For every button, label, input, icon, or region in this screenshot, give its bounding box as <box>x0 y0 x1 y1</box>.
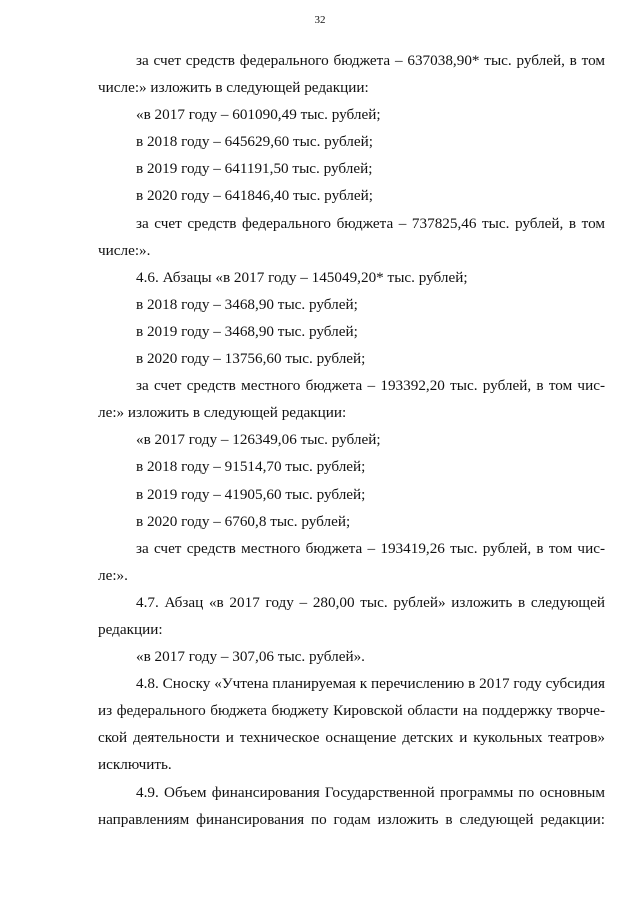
text-line: в 2020 году – 13756,60 тыс. рублей; <box>136 350 366 368</box>
section-heading-4-7: 4.7. Абзац «в 2017 году – 280,00 тыс. рублей» изложить в следующей <box>136 593 605 611</box>
text-line: в 2018 году – 3468,90 тыс. рублей; <box>136 295 358 313</box>
text-line: из федерального бюджета бюджету Кировской области на поддержку творче- <box>98 702 605 720</box>
text-line: за счет средств местного бюджета – 193392,20 тыс. рублей, в том чис- <box>136 377 605 395</box>
text-line: редакции: <box>98 620 163 638</box>
text-line: в 2020 году – 6760,8 тыс. рублей; <box>136 512 351 530</box>
text-line: ской деятельности и техническое оснащение детских и кукольных театров» <box>98 729 605 747</box>
text-line: в 2018 году – 645629,60 тыс. рублей; <box>136 133 373 151</box>
text-line: за счет средств местного бюджета – 193419,26 тыс. рублей, в том чис- <box>136 539 605 557</box>
text-line: «в 2017 году – 126349,06 тыс. рублей; <box>136 431 381 449</box>
text-line: за счет средств федерального бюджета – 637038,90* тыс. рублей, в том <box>136 52 605 69</box>
text-line: в 2018 году – 91514,70 тыс. рублей; <box>136 458 366 476</box>
text-line: ле:». <box>98 566 128 584</box>
text-line: направлениям финансирования по годам изложить в следующей редакции: <box>98 810 605 828</box>
text-line: «в 2017 году – 307,06 тыс. рублей». <box>136 648 365 666</box>
section-heading-4-9: 4.9. Объем финансирования Государственной программы по основным <box>136 783 605 801</box>
text-line: в 2020 году – 641846,40 тыс. рублей; <box>136 187 373 205</box>
text-line: числе:» изложить в следующей редакции: <box>98 79 369 97</box>
text-line: в 2019 году – 41905,60 тыс. рублей; <box>136 485 366 503</box>
section-heading-4-8: 4.8. Сноску «Учтена планируемая к перечислению в 2017 году субсидия <box>136 675 605 693</box>
section-heading-4-6: 4.6. Абзацы «в 2017 году – 145049,20* тыс. рублей; <box>136 268 468 286</box>
text-line: за счет средств федерального бюджета – 737825,46 тыс. рублей, в том <box>136 214 605 232</box>
text-line: в 2019 году – 3468,90 тыс. рублей; <box>136 322 358 340</box>
text-line: исключить. <box>98 756 172 774</box>
text-line: «в 2017 году – 601090,49 тыс. рублей; <box>136 106 381 124</box>
text-line: числе:». <box>98 241 151 259</box>
page-number: 32 <box>314 14 326 26</box>
text-line: ле:» изложить в следующей редакции: <box>98 404 347 422</box>
document-body <box>98 47 605 833</box>
text-line: в 2019 году – 641191,50 тыс. рублей; <box>136 160 373 178</box>
